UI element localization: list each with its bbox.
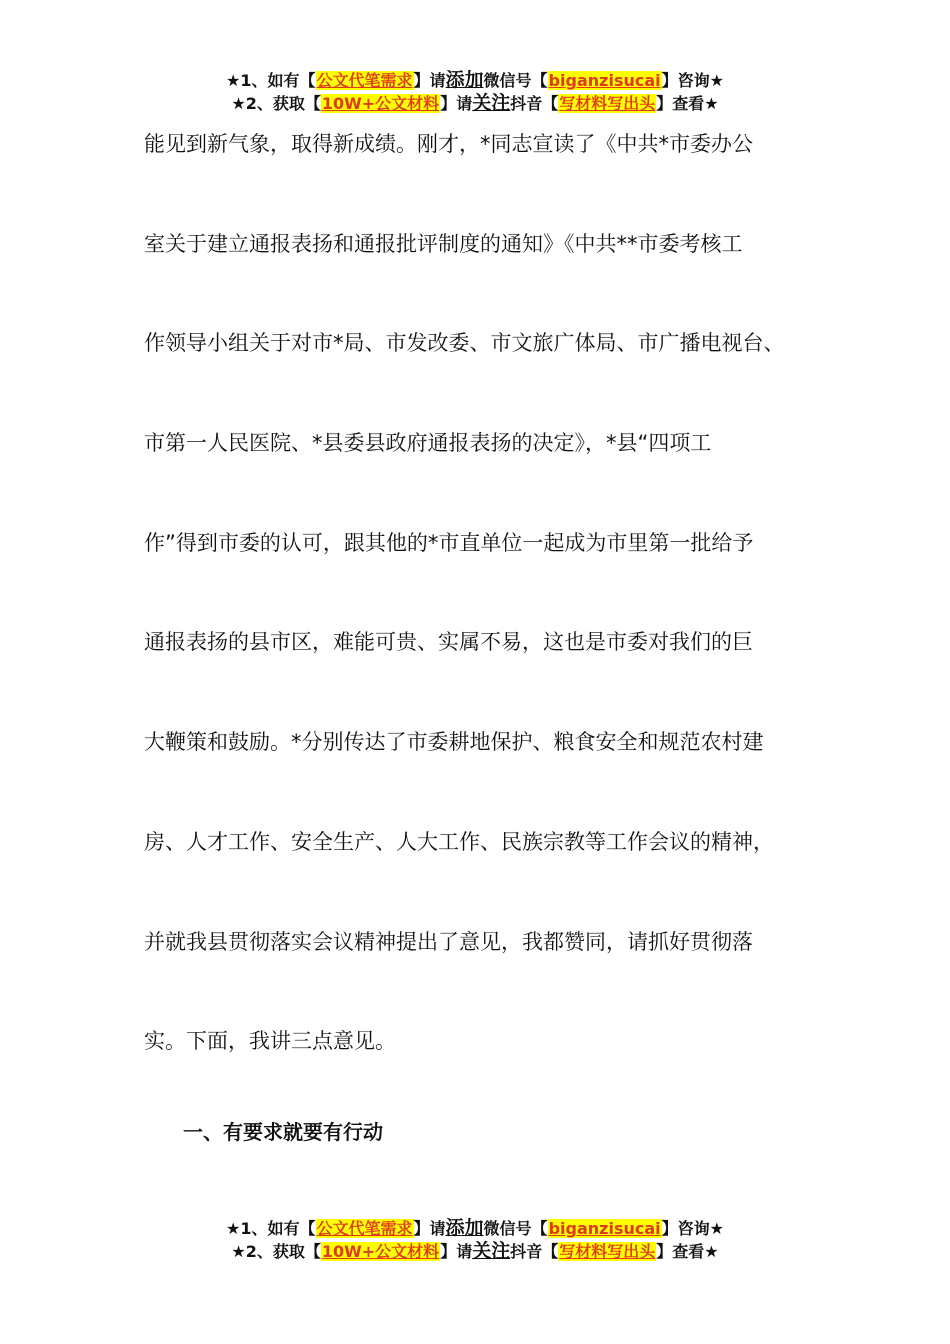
emphasis-text: 添加 <box>445 69 484 91</box>
paragraph-line: 并就我县贯彻落实会议精神提出了意见，我都赞同，请抓好贯彻落 <box>144 929 753 954</box>
banner-line-1 <box>0 1217 950 1240</box>
highlight-wechat-id: biganzisucai <box>548 1219 661 1238</box>
highlight-materials: 10W+公文材料 <box>321 94 440 113</box>
paragraph-line: 作”得到市委的认可，跟其他的*市直单位一起成为市里第一批给予 <box>144 530 754 555</box>
banner-text: ★2、获取【 <box>231 94 321 113</box>
paragraph-line: 大鞭策和鼓励。*分别传达了市委耕地保护、粮食安全和规范农村建 <box>144 730 764 755</box>
section-heading: 一、有要求就要有行动 <box>183 1120 383 1144</box>
header-banner <box>0 69 950 115</box>
banner-text: 抖音【 <box>510 1242 559 1261</box>
paragraph-line: 房、人才工作、安全生产、人大工作、民族宗教等工作会议的精神， <box>144 829 774 854</box>
banner-line-2 <box>0 92 950 115</box>
banner-text: 】咨询★ <box>661 71 724 90</box>
banner-line-1 <box>0 69 950 92</box>
highlight-wechat-id: biganzisucai <box>548 71 661 90</box>
banner-text: 】查看★ <box>656 1242 719 1261</box>
banner-text: 微信号【 <box>483 71 548 90</box>
paragraph-line: 室关于建立通报表扬和通报批评制度的通知》《中共**市委考核工 <box>144 231 743 256</box>
paragraph-line: 作领导小组关于对市*局、市发改委、市文旅广体局、市广播电视台、 <box>144 331 785 356</box>
emphasis-text: 关注 <box>472 1240 511 1262</box>
banner-text: 】请 <box>440 94 473 113</box>
paragraph-line: 通报表扬的县市区，难能可贵、实属不易，这也是市委对我们的巨 <box>144 630 753 655</box>
banner-text: 】请 <box>440 1242 473 1261</box>
banner-text: 】请 <box>413 1219 446 1238</box>
banner-text: 微信号【 <box>483 1219 548 1238</box>
banner-text: ★1、如有【 <box>226 71 316 90</box>
highlight-service: 公文代笔需求 <box>316 1219 413 1238</box>
highlight-service: 公文代笔需求 <box>316 71 413 90</box>
banner-text: ★2、获取【 <box>231 1242 321 1261</box>
highlight-materials: 10W+公文材料 <box>321 1242 440 1261</box>
body-paragraph <box>144 120 844 1117</box>
banner-text: ★1、如有【 <box>226 1219 316 1238</box>
paragraph-line: 实。下面，我讲三点意见。 <box>144 1029 396 1054</box>
paragraph-line: 能见到新气象，取得新成绩。刚才，*同志宣读了《中共*市委办公 <box>144 132 753 156</box>
emphasis-text: 关注 <box>472 92 511 114</box>
banner-text: 】请 <box>413 71 446 90</box>
paragraph-line: 市第一人民医院、*县委县政府通报表扬的决定》，*县“四项工 <box>144 431 712 456</box>
banner-text: 抖音【 <box>510 94 559 113</box>
banner-line-2 <box>0 1240 950 1263</box>
highlight-douyin: 写材料写出头 <box>559 94 656 113</box>
banner-text: 】查看★ <box>656 94 719 113</box>
banner-text: 】咨询★ <box>661 1219 724 1238</box>
footer-banner <box>0 1217 950 1263</box>
emphasis-text: 添加 <box>445 1217 484 1239</box>
highlight-douyin: 写材料写出头 <box>559 1242 656 1261</box>
